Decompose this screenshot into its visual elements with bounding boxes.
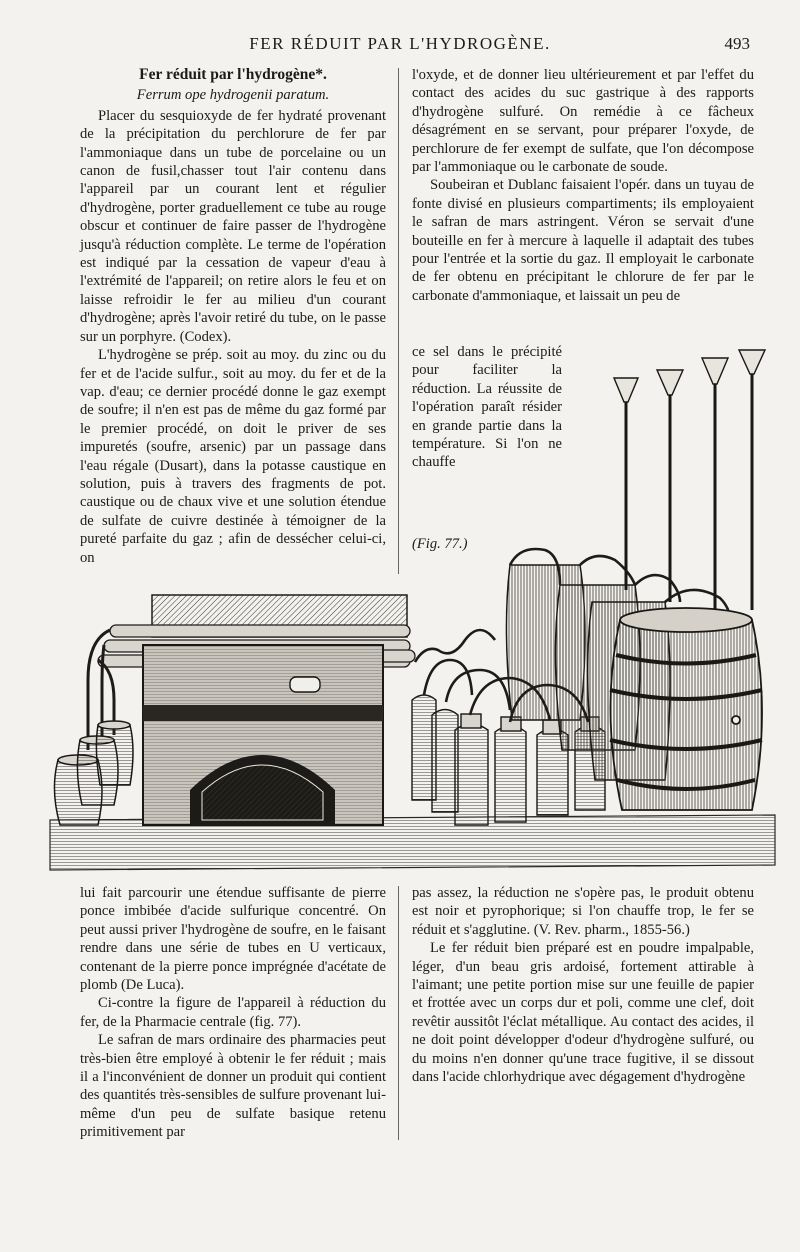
paragraph: pas assez, la réduction ne s'opère pas, le produit obtenu est noir et pyrophorique; si l'on chauffe trop, le fer se réduit et s'agglutine. (V. Rev. pharm., 1855-56.) (412, 885, 754, 938)
paragraph: Le safran de mars ordinaire des pharmacies peut très-bien être employé à obtenir le fer réduit ; mais il a l'inconvénient de donner un produit qui contient des quantités très-sensibles de sulfure provenant lui-même d'un peu de sulfate basique retenu primitivement par (80, 1032, 386, 1141)
safety-funnels (614, 350, 765, 618)
paragraph: Ci-contre la figure de l'appareil à réduction du fer, de la Pharmacie centrale (fig. 77). (80, 995, 386, 1030)
front-barrel (610, 608, 762, 810)
wrapped-paragraph: ce sel dans le précipité pour faciliter la réduction. La réussite de l'opération paraît résider en grande partie dans la température. Si l'on ne chauffe (412, 344, 562, 471)
paragraph: l'oxyde, et de donner lieu ultérieurement et par l'effet du contact des acides du suc gastrique à des rapports d'hydrogène sulfuré. On remédie à ce fâcheux désagrément en se servant, pour préparer l'oxyde, de perchlorure de fer exempt de sulfate, que l'on décompose par l'ammoniaque ou le carbonate de soude. (412, 67, 754, 176)
running-title: FER RÉDUIT PAR L'HYDROGÈNE. (249, 34, 551, 53)
furnace-band (143, 705, 383, 721)
paragraph: Placer du sesquioxyde de fer hydraté provenant de la précipitation du perchlorure de fer par l'ammoniaque dans un tube de porcelaine ou un canon de fusil,chasser tout l'air contenu dans l'appareil par un courant lent et régulier d'hydrogène, porter graduellement ce tube au rouge obscur et continuer de faire passer de l'hydrogène jusqu'à réduction complète. Le terme de l'opération est indiqué par la cessation de vapeur d'eau à l'extrémité de l'appareil; on retire alors le feu et on laisse refroidir le fer au milieu d'un courant d'hydrogène; après l'avoir retiré du tube, on le passe sur un porphyre. (Codex). (80, 107, 386, 345)
left-column-bottom (80, 884, 386, 1142)
section-title: Fer réduit par l'hydrogène*. (139, 66, 327, 83)
figure-label: (Fig. 77.) (412, 536, 468, 552)
apparatus-illustration (40, 340, 780, 880)
paragraph: lui fait parcourir une étendue suffisante de pierre ponce imbibée d'acide sulfurique concentré. On peut aussi priver l'hydrogène de soufre, en le faisant rendre dans une série de tubes en U verticaux, contenant de la pierre ponce imprégnée d'acétate de plomb (De Luca). (80, 885, 386, 994)
furnace-plate (290, 677, 320, 692)
left-jars (54, 721, 133, 825)
running-head (0, 34, 800, 58)
section-subtitle: Ferrum ope hydrogenii paratum. (136, 87, 330, 104)
column-rule-bottom (398, 886, 399, 1140)
paragraph: Soubeiran et Dublanc faisaient l'opér. dans un tuyau de fonte divisé en plusieurs compartiments; ils employaient le safran de mars astringent. Véron se servait d'une bouteille en fer à mercure à laquelle il adaptait des tubes pour l'entrée et la sortie du gaz. Il employait le carbonate de fer obtenu en précipitant le chlorure de fer par le carbonate d'ammoniaque, et laissait un peu de (412, 177, 754, 304)
paragraph: Le fer réduit bien préparé est en poudre impalpable, léger, d'un beau gris ardoisé, fortement attirable à l'aimant; une petite portion mise sur une feuille de papier et frottée avec un corps dur et poli, comme une clef, doit revêtir aussitôt l'éclat métallique. Au contact des acides, il ne doit point développer d'odeur d'hydrogène sulfuré, ou du moins n'en donner qu'une trace fugitive, il se dissout dans l'acide chlorhydrique avec dégagement d'hydrogène (412, 940, 754, 1086)
page-number: 493 (724, 34, 750, 53)
right-column-top (412, 66, 754, 305)
right-column-bottom (412, 884, 754, 1086)
paragraph: L'hydrogène se prép. soit au moy. du zinc ou du fer et de l'acide sulfur., soit au moy. du fer et de la vap. d'eau; ce dernier procédé donne le gaz exempt de soufre; il n'en est pas de même du gaz formé par le premier procédé, on doit le priver de ses impuretés (soufre, arsenic) par un passage dans l'eau régale (Dusart), dans la potasse caustique en solution, puis à travers des fragments de pot. caustique ou de chaux vive et une solution étendue de sulfate de cuivre destinée à témoigner de la pureté parfaite du gaz ; afin de dessécher celui-ci, on (80, 347, 386, 566)
